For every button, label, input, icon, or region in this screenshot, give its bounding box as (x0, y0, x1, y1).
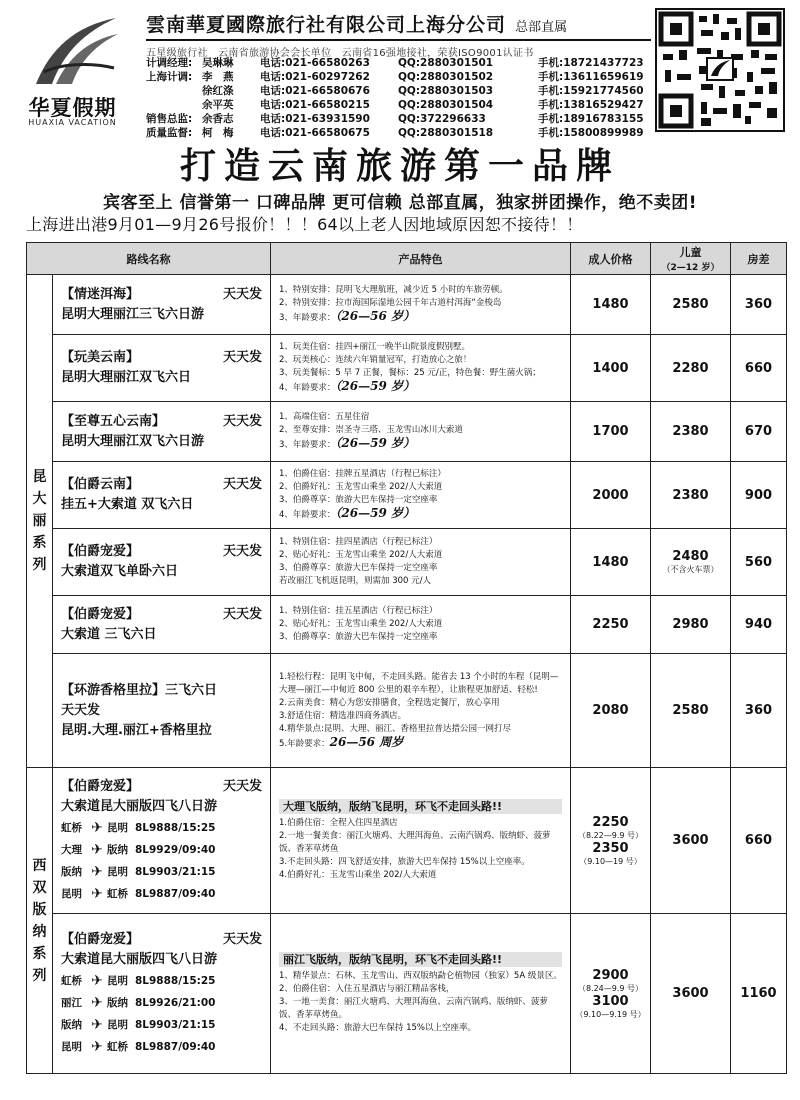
contact-tel: 电话:021-66580675 (260, 127, 370, 139)
feature-line: 2、伯爵好礼：玉龙雪山乘坐 202/人大索道 (279, 482, 443, 492)
feature-line: 4.伯爵好礼：玉龙雪山乘坐 202/人大索道 (279, 870, 437, 880)
flight-from: 版纳 (61, 1018, 82, 1031)
age-requirement: （26—56 岁） (335, 309, 415, 323)
feature-header: 丽江飞版纳，版纳飞昆明，环飞不走回头路!! (279, 952, 562, 967)
flight-number: 8L9887/09:40 (135, 887, 216, 900)
feature-line: 2、至尊安排：崇圣寺三塔、玉龙雪山冰川大索道 (279, 425, 463, 435)
adult-price-date: （9.10—19 号） (579, 856, 642, 866)
route-cell (53, 768, 271, 914)
route-daily: 天天发 (222, 413, 262, 429)
contact-name: 余香志 (202, 113, 234, 125)
flight-row (61, 883, 262, 905)
route-cell (53, 275, 271, 335)
feature-cell (271, 654, 571, 768)
contact-row (146, 70, 651, 84)
feature-line: 5.年龄要求： (279, 738, 330, 749)
feature-cell (271, 462, 571, 529)
price-notice: 上海进出港9月01—9月26号报价！！！64以上老人因地域原因恕不接待！！ (26, 215, 583, 234)
route-name: 昆明大理丽江三飞六日游 (61, 306, 205, 322)
adult-price: 1700 (571, 402, 651, 462)
feature-line: 1、特别住宿：挂四星酒店（行程已标注） (279, 537, 438, 547)
contact-role: 销售总监: (146, 113, 193, 125)
main-slogan: 打造云南旅游第一品牌 (179, 145, 620, 187)
route-name: 昆明大理丽江双飞六日 (61, 370, 192, 385)
flight-number: 8L9929/09:40 (135, 843, 216, 856)
flight-row (61, 1014, 262, 1036)
feature-line: 1、高端住宿：五星住宿 (279, 412, 370, 422)
table-row (27, 529, 787, 596)
header-route: 路线名称 (27, 243, 271, 275)
route-cell (53, 596, 271, 654)
route-cell (53, 529, 271, 596)
contact-mobile: 手机:18721437723 (538, 57, 644, 69)
room-diff: 940 (731, 596, 787, 654)
plane-icon: ✈ (91, 819, 103, 836)
feature-line: 若改丽江飞机返昆明，则需加 300 元/人 (279, 576, 431, 586)
hq-tag: 总部直属 (515, 20, 568, 35)
adult-price-date: （8.24—9.9 号） (577, 983, 644, 993)
contact-mobile: 手机:15800899989 (538, 127, 644, 139)
feature-header: 大理飞版纳，版纳飞昆明，环飞不走回头路!! (279, 799, 562, 814)
contact-mobile: 手机:18916783155 (538, 113, 644, 125)
contact-tel: 电话:021-66580215 (260, 99, 370, 111)
adult-price: 1480 (571, 275, 651, 335)
plane-icon: ✈ (91, 885, 103, 902)
tagline: 宾客至上 信誉第一 口碑品牌 更可信赖 总部直属，独家拼团操作，绝不卖团! (103, 193, 697, 213)
contact-tel: 电话:021-66580263 (260, 57, 370, 69)
route-tag: 【环游香格里拉】三飞六日 (61, 682, 218, 698)
route-cell (53, 402, 271, 462)
room-diff: 360 (731, 275, 787, 335)
table-row (27, 275, 787, 335)
route-tag: 【伯爵宠爱】 (61, 931, 140, 947)
room-diff: 660 (731, 335, 787, 402)
route-daily: 天天发 (61, 702, 101, 718)
flight-row (61, 839, 262, 861)
adult-price: 2900 (592, 967, 629, 983)
feature-line: 1.伯爵住宿：全程入住四星酒店 (279, 818, 398, 828)
table-row (27, 654, 787, 768)
feature-line: 4、不走回头路：旅游大巴车保持 15%以上空座率。 (279, 1023, 477, 1033)
series-xishuang-label: 西 双 版 纳 系 列 (27, 768, 53, 1074)
feature-line: 1、特别安排：昆明飞大理航班，减少近 5 小时的车旅劳顿。 (279, 285, 508, 295)
plane-icon: ✈ (91, 1038, 103, 1055)
plane-icon: ✈ (91, 841, 103, 858)
contact-row (146, 56, 651, 70)
contact-name: 余平英 (202, 99, 234, 111)
age-requirement: （26—59 岁） (335, 436, 415, 450)
feature-line: 1、玩美住宿：挂四+丽江一晚半山院景度假别墅。 (279, 342, 471, 352)
plane-icon: ✈ (91, 994, 103, 1011)
contact-tel: 电话:021-63931590 (260, 113, 370, 125)
contact-qq: QQ:372296633 (398, 113, 486, 125)
header-divider (146, 39, 651, 41)
flight-from: 昆明 (61, 887, 82, 900)
flight-to: 虹桥 (107, 887, 128, 900)
table-row (27, 462, 787, 529)
route-cell (53, 335, 271, 402)
flight-to: 昆明 (107, 1018, 128, 1031)
flight-row (61, 817, 262, 839)
route-tag: 【伯爵宠爱】 (61, 606, 140, 622)
age-requirement: 26—56 周岁 (329, 734, 404, 749)
swoosh-logo-icon (30, 14, 120, 92)
feature-line: 2、伯爵住宿：入住五星酒店与丽江精品客栈， (279, 984, 455, 994)
contact-qq: QQ:2880301503 (398, 85, 494, 97)
route-cell (53, 462, 271, 529)
table-row (27, 335, 787, 402)
flight-row (61, 992, 262, 1014)
contact-mobile: 手机:13611659619 (538, 71, 644, 83)
feature-line: 2.云南美食：精心为您安排膳食，全程选定餐厅，放心享用 (279, 697, 500, 708)
table-row (27, 914, 787, 1074)
route-name: 大索道 三飞六日 (61, 626, 157, 642)
flight-from: 版纳 (61, 865, 82, 878)
feature-line: 1、精华景点：石林、玉龙雪山、西双版纳勐仑植物园（独家）5A 级景区。 (279, 971, 562, 981)
contact-name: 吴琳琳 (202, 57, 234, 69)
header-child-label: 儿童 (679, 246, 702, 259)
route-daily: 天天发 (222, 286, 262, 302)
contact-row (146, 112, 651, 126)
feature-cell (271, 914, 571, 1074)
plane-icon: ✈ (91, 863, 103, 880)
route-tag: 【至尊五心云南】 (61, 413, 166, 429)
contact-tel: 电话:021-60297262 (260, 71, 370, 83)
flight-to: 昆明 (107, 865, 128, 878)
route-daily: 天天发 (222, 606, 262, 622)
route-cell (53, 914, 271, 1074)
flight-number: 8L9888/15:25 (135, 821, 216, 834)
contact-name: 柯 梅 (202, 127, 234, 139)
route-name: 昆明大理丽江双飞六日游 (61, 433, 205, 449)
flight-number: 8L9903/21:15 (135, 865, 216, 878)
route-daily: 天天发 (222, 544, 262, 559)
age-requirement: （26—59 岁） (335, 379, 415, 393)
company-logo (10, 8, 135, 130)
child-price: 3600 (651, 914, 731, 1074)
feature-line: 2、玩美核心：连续六年销量冠军，打造放心之旅！ (279, 355, 472, 365)
table-row (27, 768, 787, 914)
company-name: 雲南華夏國際旅行社有限公司上海分公司 (146, 14, 507, 36)
feature-line: 3、伯爵尊享：旅游大巴车保持一定空座率 (279, 632, 438, 642)
header-adult: 成人价格 (571, 243, 651, 275)
adult-price-date: （8.22—9.9 号） (577, 830, 644, 840)
feature-line: 2、贴心好礼：玉龙雪山乘坐 202/人大索道 (279, 619, 443, 629)
company-header (146, 10, 651, 59)
logo-chinese-name: 华夏假期 (28, 96, 117, 120)
flight-from: 虹桥 (61, 974, 82, 987)
feature-line: 2.一地一餐美食：丽江火塘鸡、大理洱海鱼、云南汽锅鸡、版纳虾、菠萝饭、香茅草烤鱼 (279, 831, 551, 854)
adult-price: 1480 (571, 529, 651, 596)
adult-price: 1400 (571, 335, 651, 402)
contact-row (146, 98, 651, 112)
table-row (27, 596, 787, 654)
contact-qq: QQ:2880301518 (398, 127, 494, 139)
route-name: 昆明.大理.丽江+香格里拉 (61, 722, 212, 738)
adult-price-date: （9.10—9.19 号） (575, 1009, 646, 1019)
room-diff: 900 (731, 462, 787, 529)
route-tag: 【伯爵宠爱】 (61, 778, 140, 794)
age-requirement: （26—59 岁） (335, 506, 415, 520)
feature-cell (271, 335, 571, 402)
flight-to: 虹桥 (107, 1040, 128, 1053)
contact-role (146, 84, 202, 98)
qr-code-icon (655, 8, 785, 132)
route-name: 大索道昆大丽版四飞八日游 (61, 951, 218, 967)
feature-cell (271, 596, 571, 654)
flight-to: 昆明 (107, 821, 128, 834)
contact-row (146, 84, 651, 98)
contact-list (146, 56, 651, 140)
room-diff: 360 (731, 654, 787, 768)
adult-price-cell (571, 914, 651, 1074)
adult-price: 2080 (571, 654, 651, 768)
child-price: 2380 (651, 462, 731, 529)
contact-role: 质量监督: (146, 127, 193, 139)
header-child (651, 243, 731, 275)
flight-number: 8L9926/21:00 (135, 996, 216, 1009)
header-room: 房差 (731, 243, 787, 275)
route-tag: 【情迷洱海】 (61, 286, 140, 302)
series-kunming-label: 昆 大 丽 系 列 (27, 275, 53, 768)
feature-line: 1.轻松行程：昆明飞中甸，不走回头路。能省去 13 个小时的车程（昆明—大理—丽江—中甸近 800 公里的艰辛车程），让旅程更加舒适、轻松! (279, 671, 559, 695)
route-tag: 【玩美云南】 (61, 350, 140, 365)
company-subtitle: 五星级旅行社 云南省旅游协会会长单位 云南省16强地接社，荣获ISO9001认证书 (146, 48, 534, 59)
feature-line: 4、年龄要求： (279, 383, 336, 393)
route-daily: 天天发 (222, 931, 262, 947)
feature-line: 3.不走回头路：四飞舒适安排，旅游大巴车保持 15%以上空座率。 (279, 857, 530, 867)
feature-line: 3、一地一美食：丽江火塘鸡、大理洱海鱼、云南汽锅鸡、版纳虾、菠萝饭、香茅草烤鱼。 (279, 997, 548, 1020)
feature-cell (271, 275, 571, 335)
route-name: 大索道昆大丽版四飞八日游 (61, 798, 218, 814)
adult-price-cell (571, 768, 651, 914)
route-tag: 【伯爵云南】 (61, 477, 140, 492)
feature-cell (271, 529, 571, 596)
flight-to: 版纳 (107, 843, 128, 856)
feature-line: 2、贴心好礼：玉龙雪山乘坐 202/人大索道 (279, 550, 443, 560)
route-name: 挂五+大索道 双飞六日 (61, 497, 194, 512)
contact-mobile: 手机:13816529427 (538, 99, 644, 111)
flight-number: 8L9887/09:40 (135, 1040, 216, 1053)
contact-name: 徐红涤 (202, 85, 234, 97)
room-diff: 560 (731, 529, 787, 596)
contact-qq: QQ:2880301504 (398, 99, 494, 111)
contact-mobile: 手机:15921774560 (538, 85, 644, 97)
adult-price: 2000 (571, 462, 651, 529)
feature-line: 1、伯爵住宿：挂牌五星酒店（行程已标注） (279, 469, 446, 479)
flight-to: 版纳 (107, 996, 128, 1009)
feature-cell (271, 768, 571, 914)
flight-from: 虹桥 (61, 821, 82, 834)
feature-line: 3、年龄要求： (279, 313, 336, 323)
child-price: 2980 (651, 596, 731, 654)
feature-line: 2、特别安排：拉市海国际湿地公园千年古道村洱海“金梭岛 (279, 298, 502, 308)
flight-number: 8L9888/15:25 (135, 974, 216, 987)
room-diff: 670 (731, 402, 787, 462)
contact-qq: QQ:2880301501 (398, 57, 494, 69)
child-price: 2580 (651, 275, 731, 335)
feature-line: 3、年龄要求： (279, 440, 336, 450)
flight-row (61, 861, 262, 883)
contact-tel: 电话:021-66580676 (260, 85, 370, 97)
route-cell (53, 654, 271, 768)
child-price: 2580 (651, 654, 731, 768)
adult-price: 2250 (592, 814, 629, 830)
route-price-table (26, 242, 787, 1074)
feature-line: 3、伯爵尊享：旅游大巴车保持一定空座率 (279, 563, 438, 573)
flight-row (61, 970, 262, 992)
child-price-note: （不含火车票） (662, 565, 719, 574)
plane-icon: ✈ (91, 1016, 103, 1033)
child-price: 2480 (672, 549, 709, 564)
feature-line: 4、年龄要求： (279, 510, 336, 520)
flight-row (61, 1036, 262, 1058)
route-name: 大索道双飞单卧六日 (61, 564, 179, 579)
room-diff: 1160 (731, 914, 787, 1074)
flight-from: 丽江 (61, 996, 82, 1009)
feature-line: 3.舒适住宿：精选准四商务酒店。 (279, 710, 407, 721)
child-price: 2280 (651, 335, 731, 402)
room-diff: 660 (731, 768, 787, 914)
feature-cell (271, 402, 571, 462)
table-row (27, 402, 787, 462)
feature-line: 3、玩美餐标：5 早 7 正餐，餐标：25 元/正，特色餐：野生菌火锅； (279, 368, 541, 378)
table-header-row (27, 243, 787, 275)
adult-price: 2350 (592, 840, 629, 856)
flight-from: 昆明 (61, 1040, 82, 1053)
feature-line: 3、伯爵尊享：旅游大巴车保持一定空座率 (279, 495, 438, 505)
route-daily: 天天发 (222, 778, 262, 794)
route-daily: 天天发 (222, 350, 262, 365)
adult-price: 2250 (571, 596, 651, 654)
contact-qq: QQ:2880301502 (398, 71, 494, 83)
header-child-age: （2—12 岁） (661, 263, 720, 273)
flight-to: 昆明 (107, 974, 128, 987)
flight-number: 8L9903/21:15 (135, 1018, 216, 1031)
feature-line: 1、特别住宿：挂五星酒店（行程已标注） (279, 606, 438, 616)
route-tag: 【伯爵宠爱】 (61, 544, 140, 559)
plane-icon: ✈ (91, 972, 103, 989)
contact-role (146, 98, 202, 112)
contact-role: 计调经理: (146, 57, 193, 69)
adult-price: 3100 (592, 993, 629, 1009)
feature-line: 4.精华景点:昆明、大理、丽江、香格里拉普达措公园一网打尽 (279, 723, 511, 734)
flight-from: 大理 (61, 843, 82, 856)
header-features: 产品特色 (271, 243, 571, 275)
contact-name: 李 燕 (202, 71, 234, 83)
child-price-cell (651, 529, 731, 596)
child-price: 3600 (651, 768, 731, 914)
logo-english-name: HUAXIA VACATION (28, 118, 117, 127)
child-price: 2380 (651, 402, 731, 462)
route-daily: 天天发 (222, 477, 262, 492)
contact-role: 上海计调: (146, 71, 193, 83)
